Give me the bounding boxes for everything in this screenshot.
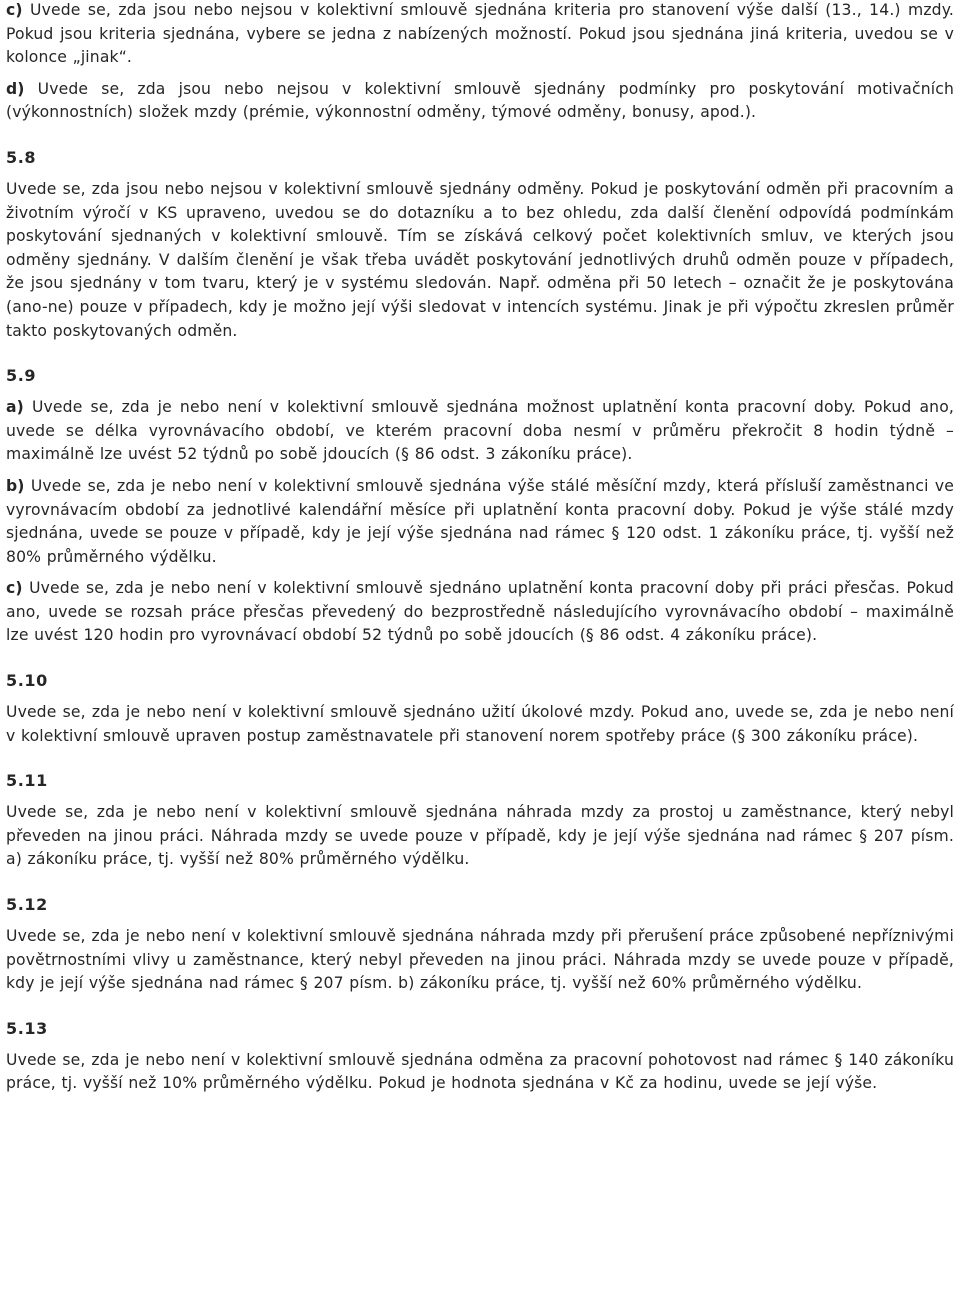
paragraph-text: Uvede se, zda jsou nebo nejsou v kolektivní smlouvě sjednány podmínky pro poskytování motivačních (výkonnostních) složek mzdy (prémie, výkonnostní odměny, týmové odměny, bonusy, apod.). [6,79,954,122]
paragraph-letter: c) [6,579,23,598]
paragraph-letter: b) [6,476,25,495]
paragraph-weather-interruption-compensation [6,925,954,996]
paragraph-text: Uvede se, zda jsou nebo nejsou v kolektivní smlouvě sjednána kriteria pro stanovení výše další (13., 14.) mzdy. Pokud jsou kriteria sjednána, vybere se jedna z nabízených možností. Pokud jsou sjednána jiná kriteria, uvedou se v kolonce „jinak“. [6,1,954,67]
paragraph-downtime-compensation [6,801,954,872]
paragraph-letter: c) [6,1,23,19]
paragraph-piece-rate-wage [6,701,954,748]
section-heading-5-9: 5.9 [6,366,37,386]
section-heading-5-13: 5.13 [6,1018,48,1038]
paragraph-rewards [6,178,954,343]
paragraph-c-other-wage-criteria [6,0,954,70]
section-heading-5-12: 5.12 [6,895,48,915]
paragraph-letter: a) [6,398,24,417]
paragraph-c-overtime-account [6,577,954,648]
document-page [6,0,954,1096]
paragraph-text: Uvede se, zda je nebo není v kolektivní smlouvě sjednána možnost uplatnění konta pracovní doby. Pokud ano, uvede se délka vyrovnávacího období, ve kterém pracovní doba nesmí v průměru překročit 8 hodin týdně – maximálně lze uvést 52 týdnů po sobě jdoucích (§ 86 odst. 3 zákoníku práce). [6,398,954,464]
section-heading-5-11: 5.11 [6,771,48,791]
paragraph-a-working-time-account [6,396,954,467]
paragraph-text: Uvede se, zda je nebo není v kolektivní smlouvě sjednána odměna za pracovní pohotovost nad rámec § 140 zákoníku práce, tj. vyšší než 10% průměrného výdělku. Pokud je hodnota sjednána v Kč za hodinu, uvede se její výše. [6,1050,954,1093]
paragraph-standby-reward [6,1049,954,1096]
paragraph-letter: d) [6,79,25,98]
section-heading-5-8: 5.8 [6,147,37,167]
section-heading-5-10: 5.10 [6,671,48,691]
paragraph-text: Uvede se, zda je nebo není v kolektivní smlouvě sjednána výše stálé měsíční mzdy, která přísluší zaměstnanci ve vyrovnávacím období za jednotlivé kalendářní měsíce při uplatnění konta pracovní doby. Pokud je výše stálé mzdy sjednána, uvede se pouze v případě, kdy je její výše sjednána nad rámec § 120 odst. 1 zákoníku práce, tj. vyšší než 80% průměrného výdělku. [6,476,954,566]
paragraph-text: Uvede se, zda je nebo není v kolektivní smlouvě sjednána náhrada mzdy za prostoj u zaměstnance, který nebyl převeden na jinou práci. Náhrada mzdy se uvede pouze v případě, kdy je její výše sjednána nad rámec § 207 písm. a) zákoníku práce, tj. vyšší než 80% průměrného výdělku. [6,803,954,869]
paragraph-text: Uvede se, zda je nebo není v kolektivní smlouvě sjednáno užití úkolové mzdy. Pokud ano, uvede se, zda je nebo není v kolektivní smlouvě upraven postup zaměstnavatele při stanovení norem spotřeby práce (§ 300 zákoníku práce). [6,703,954,745]
paragraph-b-fixed-monthly-wage [6,475,954,569]
paragraph-text: Uvede se, zda jsou nebo nejsou v kolektivní smlouvě sjednány odměny. Pokud je poskytování odměn při pracovním a životním výročí v KS upraveno, uvedou se do dotazníku a to bez ohledu, zda další členění odpovídá podmínkám poskytování sjednaných v kolektivní smlouvě. Tím se získává celkový počet kolektivních smluv, ve kterých jsou odměny sjednány. V dalším členění je však třeba uvádět poskytování jednotlivých druhů odměn pouze v případech, že jsou sjednány v tom tvaru, který je v systému sledován. Např. odměna při 50 letech – označit že je poskytována (ano-ne) pouze v případech, kdy je možno její výši sledovat v intencích systému. Jinak je při výpočtu zkreslen průměr takto poskytovaných odměn. [6,179,954,340]
paragraph-text: Uvede se, zda je nebo není v kolektivní smlouvě sjednáno uplatnění konta pracovní doby při práci přesčas. Pokud ano, uvede se rozsah práce přesčas převedený do bezprostředně následujícího vyrovnávacího období – maximálně lze uvést 120 hodin pro vyrovnávací období 52 týdnů po sobě jdoucích (§ 86 odst. 4 zákoníku práce). [6,579,954,645]
paragraph-d-motivation-components [6,78,954,125]
paragraph-text: Uvede se, zda je nebo není v kolektivní smlouvě sjednána náhrada mzdy při přerušení práce způsobené nepříznivými povětrnostními vlivy u zaměstnance, který nebyl převeden na jinou práci. Náhrada mzdy se uvede pouze v případě, kdy je její výše sjednána nad rámec § 207 písm. b) zákoníku práce, tj. vyšší než 60% průměrného výdělku. [6,927,954,993]
